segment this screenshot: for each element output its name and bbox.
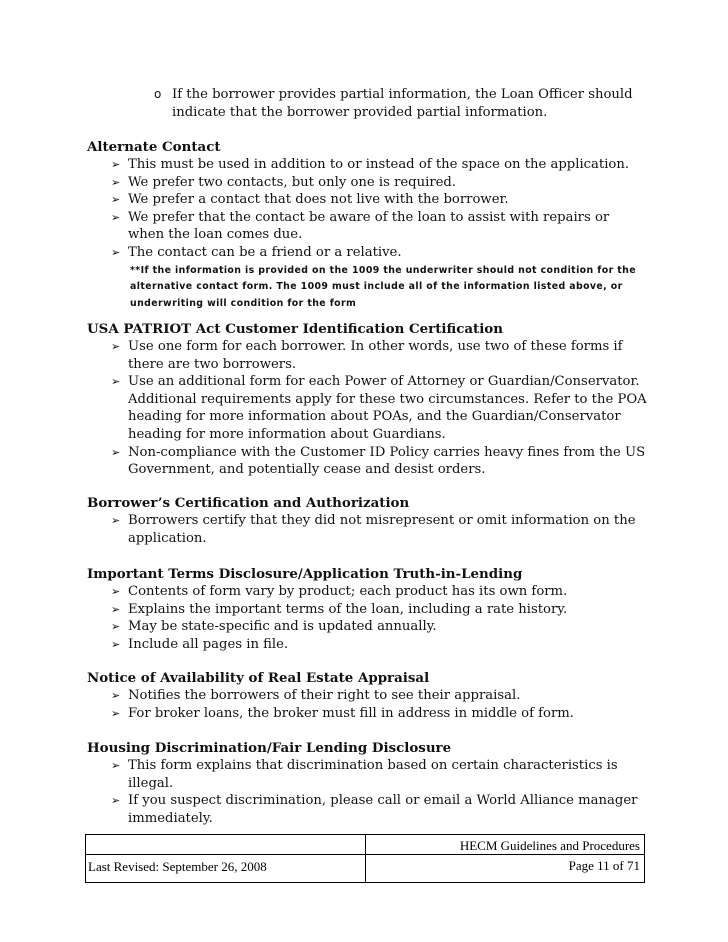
footer-doc-title: HECM Guidelines and Procedures — [459, 838, 640, 853]
list-item: ➢ Non-compliance with the Customer ID Policy carries heavy fines from the US Government, and potentially cease and desist orders. — [111, 444, 646, 478]
section-heading: USA PATRIOT Act Customer Identification Certification — [87, 321, 503, 337]
partial-info-subitem — [154, 86, 654, 121]
arrow-bullet-icon: ➢ — [111, 689, 121, 702]
subitem-line-1: If the borrower provides partial information, the Loan Officer should — [172, 87, 633, 102]
list-item: ➢ Borrowers certify that they did not misrepresent or omit information on the application. — [111, 513, 636, 546]
section-heading: Important Terms Disclosure/Application Truth-in-Lending — [87, 566, 523, 582]
circle-bullet-icon: o — [154, 87, 162, 101]
list-item: ➢ We prefer that the contact be aware of the loan to assist with repairs or when the loan comes due. — [111, 209, 610, 243]
list-item: ➢ May be state-specific and is updated annually. — [111, 619, 437, 635]
section-important-terms — [87, 565, 647, 653]
list-item: ➢ Use an additional form for each Power of Attorney or Guardian/Conservator. Additional requirements apply for these two circumstances. Refer to the POA heading for more information about POAs, and the Guardian/Conservator heading for more information about Guardians. — [111, 374, 647, 442]
list-item: ➢ For broker loans, the broker must fill in address in middle of form. — [111, 705, 574, 721]
bullet-list — [87, 583, 647, 653]
arrow-bullet-icon: ➢ — [111, 637, 121, 651]
footer-last-revised: Last Revised: September 26, 2008 — [88, 859, 267, 874]
bullet-list — [87, 757, 647, 827]
section-appraisal-notice — [87, 669, 647, 722]
section-heading: Alternate Contact — [87, 139, 221, 155]
list-item: ➢ We prefer a contact that does not live with the borrower. — [111, 192, 509, 208]
subitem-line-2: indicate that the borrower provided partial information. — [172, 104, 548, 120]
arrow-bullet-icon: ➢ — [111, 620, 121, 634]
list-item: ➢ If you suspect discrimination, please call or email a World Alliance manager immediately. — [111, 793, 638, 826]
arrow-bullet-icon: ➢ — [111, 514, 121, 527]
list-item: ➢ We prefer two contacts, but only one is required. — [111, 174, 457, 190]
footer-divider-vertical — [365, 835, 366, 882]
section-heading: Borrower’s Certification and Authorization — [87, 495, 410, 511]
section-patriot-act — [87, 320, 647, 479]
bullet-list — [87, 156, 647, 262]
footer-page-number: Page 11 of 71 — [568, 858, 640, 873]
arrow-bullet-icon: ➢ — [111, 759, 121, 772]
section-heading: Notice of Availability of Real Estate Appraisal — [87, 670, 430, 686]
arrow-bullet-icon: ➢ — [111, 175, 121, 189]
list-item: ➢ Include all pages in file. — [111, 636, 289, 652]
arrow-bullet-icon: ➢ — [111, 340, 121, 353]
arrow-bullet-icon: ➢ — [111, 445, 121, 459]
list-item: ➢ This form explains that discrimination based on certain characteristics is illegal. — [111, 758, 618, 791]
arrow-bullet-icon: ➢ — [111, 585, 121, 598]
arrow-bullet-icon: ➢ — [111, 794, 121, 808]
arrow-bullet-icon: ➢ — [111, 158, 121, 171]
list-item: ➢ Contents of form vary by product; each product has its own form. — [111, 584, 568, 599]
arrow-bullet-icon: ➢ — [111, 210, 121, 224]
bullet-list — [87, 687, 647, 722]
section-alternate-contact — [87, 138, 647, 312]
section-heading: Housing Discrimination/Fair Lending Disclosure — [87, 740, 452, 756]
page-footer — [85, 834, 645, 883]
list-item: ➢ Use one form for each borrower. In other words, use two of these forms if there are two borrowers. — [111, 339, 623, 372]
arrow-bullet-icon: ➢ — [111, 706, 121, 720]
section-borrower-certification — [87, 494, 647, 547]
bullet-list — [87, 512, 647, 547]
arrow-bullet-icon: ➢ — [111, 375, 121, 389]
list-item: ➢ The contact can be a friend or a relative. — [111, 244, 402, 260]
arrow-bullet-icon: ➢ — [111, 602, 121, 616]
list-item: ➢ Notifies the borrowers of their right to see their appraisal. — [111, 688, 521, 703]
arrow-bullet-icon: ➢ — [111, 193, 121, 207]
list-item: ➢ This must be used in addition to or instead of the space on the application. — [111, 157, 630, 172]
arrow-bullet-icon: ➢ — [111, 245, 121, 259]
underwriting-note: **If the information is provided on the 1009 the underwriter should not condition for the alternative contact form. The 1009 must include all of the information listed above, or underwriting will condition for the form — [130, 264, 636, 309]
list-item: ➢ Explains the important terms of the loan, including a rate history. — [111, 601, 568, 617]
bullet-list — [87, 338, 647, 479]
section-housing-discrimination — [87, 739, 647, 827]
